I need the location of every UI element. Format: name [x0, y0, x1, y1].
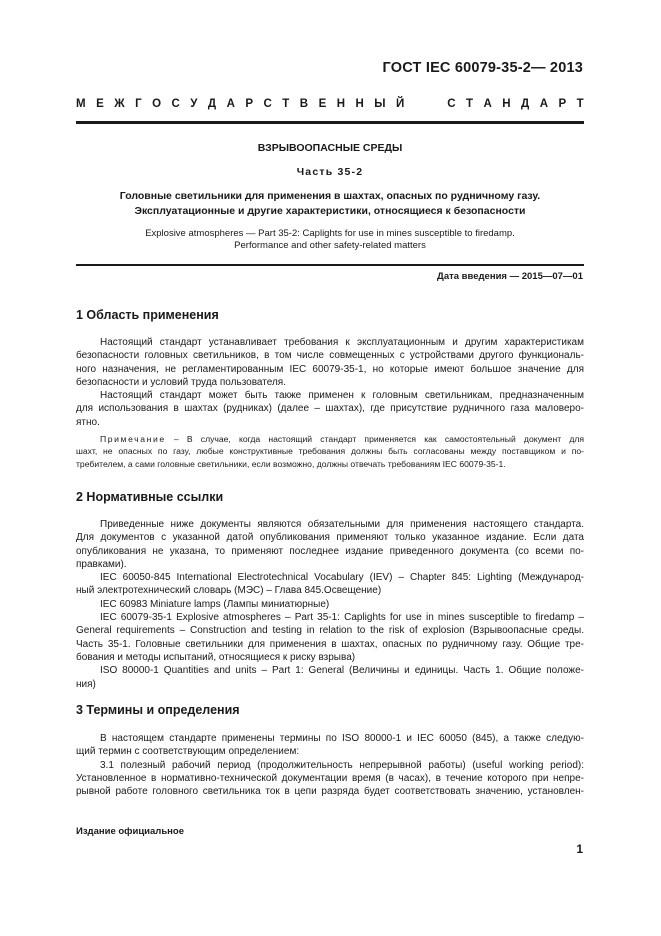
banner-letter: А [539, 98, 549, 110]
banner-letter: Д [521, 98, 530, 110]
banner-letter: С [447, 98, 456, 110]
banner-letter: Р [245, 98, 254, 110]
section-heading: 1 Область применения [76, 308, 219, 322]
note-line [76, 433, 584, 445]
text-line: для использования в шахтах (рудниках) (далее – шахтах), где присутствие рудничного газа маловеро- [76, 403, 584, 415]
text-line: 3.1 полезный рабочий период (продолжительность непрерывной работы) (useful working period): [100, 759, 584, 771]
section-heading: 2 Нормативные ссылки [76, 490, 224, 504]
document-number: ГОСТ IEC 60079-35-2— 2013 [382, 60, 583, 76]
text-line: Часть 35-1. Головные светильники для применения в шахтах, опасных по рудничному газу. Общие тре- [76, 638, 584, 650]
text-line: Для документов с указанной датой опубликования применяют только указанное издание. Если дата [76, 532, 584, 544]
banner-letter: М [76, 98, 86, 110]
paragraph [76, 732, 584, 798]
banner-letter: О [152, 98, 162, 110]
text-line: Установленное в нормативно-технической документации время (в часах), в течение которого при непре- [76, 772, 584, 784]
title-rule [76, 264, 584, 266]
banner-letter: С [171, 98, 180, 110]
banner-letter: А [226, 98, 235, 110]
note-line: требителем, а сами головные светильники, если возможно, должны отвечать требованиям IEC 60079-35-1. [76, 458, 506, 469]
text-line: IEC 60983 Miniature lamps (Лампы миниатюрные) [100, 598, 330, 610]
text-line: безопасности головных светильников, в том числе совмещенных с устройствами другого функциональ- [76, 350, 584, 362]
text-line: щий термин с соответствующим определением: [76, 746, 300, 758]
official-edition-label: Издание официальное [76, 826, 184, 837]
banner-letter: Н [502, 98, 511, 110]
text-line: В настоящем стандарте применены термины по ISO 80000-1 и IEC 60050 (845), а также следую- [100, 733, 584, 744]
section-heading: 3 Термины и определения [76, 703, 240, 717]
paragraph [76, 389, 584, 429]
text-line: Настоящий стандарт может быть также применен к головным светильникам, предназначенным [100, 390, 584, 401]
note-text: – В случае, когда настоящий стандарт применяется как самостоятельный документ для [165, 434, 584, 444]
banner-letter: Е [96, 98, 104, 110]
text-line: опубликования не указана, то применяют последнее издание приведенного документа (со всеми по- [76, 545, 584, 557]
text-line: правками). [76, 558, 127, 570]
banner-letter: В [299, 98, 309, 110]
banner-letter: С [263, 98, 272, 110]
banner-letter: Д [207, 98, 217, 110]
banner-letter: Т [465, 98, 474, 110]
banner-letter: Г [135, 98, 142, 110]
text-line: General requirements – Construction and testing in relation to the risk of explosion (Взрывоопасные среды. [76, 625, 584, 637]
paragraph [76, 336, 584, 389]
header-rule [76, 121, 584, 124]
banner-letter: У [190, 98, 198, 110]
banner-letter: Й [396, 98, 405, 110]
english-title-line: Performance and other safety-related matters [234, 240, 426, 251]
text-line: ный электротехнический словарь (МЭС) – Глава 845.Освещение) [76, 585, 382, 597]
banner-letter: Ы [374, 98, 386, 110]
banner-letter: Н [355, 98, 364, 110]
text-line: ятно. [76, 416, 100, 428]
english-title-line: Explosive atmospheres — Part 35-2: Caplights for use in mines susceptible to firedamp. [145, 228, 515, 239]
banner-letter: Т [282, 98, 290, 110]
banner-letter: Н [336, 98, 346, 110]
note-label: Примечание [100, 434, 166, 444]
page-number: 1 [576, 842, 583, 856]
text-line: бования и методы испытаний, относящиеся к риску взрыва) [76, 651, 356, 663]
banner-letter: Т [576, 98, 584, 110]
text-line: ного назначения, не регламентированным IEC 60079-35-1, но которые имеют большое значение для [76, 363, 584, 375]
banner-letter: Р [558, 98, 567, 110]
introduction-date: Дата введения — 2015—07—01 [437, 271, 583, 282]
note [76, 433, 584, 470]
note-line: шахт, не опасных по газу, любые конструктивные требования должны быть согласованы между поставщиком и по- [76, 446, 584, 457]
banner-gap [415, 98, 437, 110]
banner-letter: Ж [114, 98, 125, 110]
banner-letter: А [483, 98, 492, 110]
document-title: ВЗРЫВООПАСНЫЕ СРЕДЫ [257, 142, 403, 154]
banner-letter: Е [318, 98, 327, 110]
paragraph [76, 518, 584, 691]
text-line: ния) [76, 678, 96, 690]
text-line: Настоящий стандарт устанавливает требования к эксплуатационным и другим характеристикам [100, 337, 584, 348]
text-line: Приведенные ниже документы являются обязательными для применения настоящего стандарта. [100, 519, 584, 530]
document-subtitle-line: Эксплуатационные и другие характеристики, относящиеся к безопасности [134, 205, 526, 217]
text-line: безопасности и условий труда пользователя. [76, 376, 286, 388]
text-line: ISO 80000-1 Quantities and units – Part 1: General (Величины и единицы. Часть 1. Общие положе- [100, 665, 584, 677]
text-line: IEC 60050-845 International Electrotechnical Vocabulary (IEV) – Chapter 845: Lighting (Международ- [100, 572, 584, 584]
document-subtitle-line: Головные светильники для применения в шахтах, опасных по рудничному газу. [119, 190, 541, 202]
document-part: Часть 35-2 [296, 166, 364, 178]
interstate-standard-banner [76, 98, 584, 110]
text-line: рывной работе головного светильника ток в цепи разряда будет соответствовать значению, установлен- [76, 786, 584, 798]
text-line: IEC 60079-35-1 Explosive atmospheres – Part 35-1: Caplights for use in mines susceptible to firedamp – [100, 612, 584, 624]
